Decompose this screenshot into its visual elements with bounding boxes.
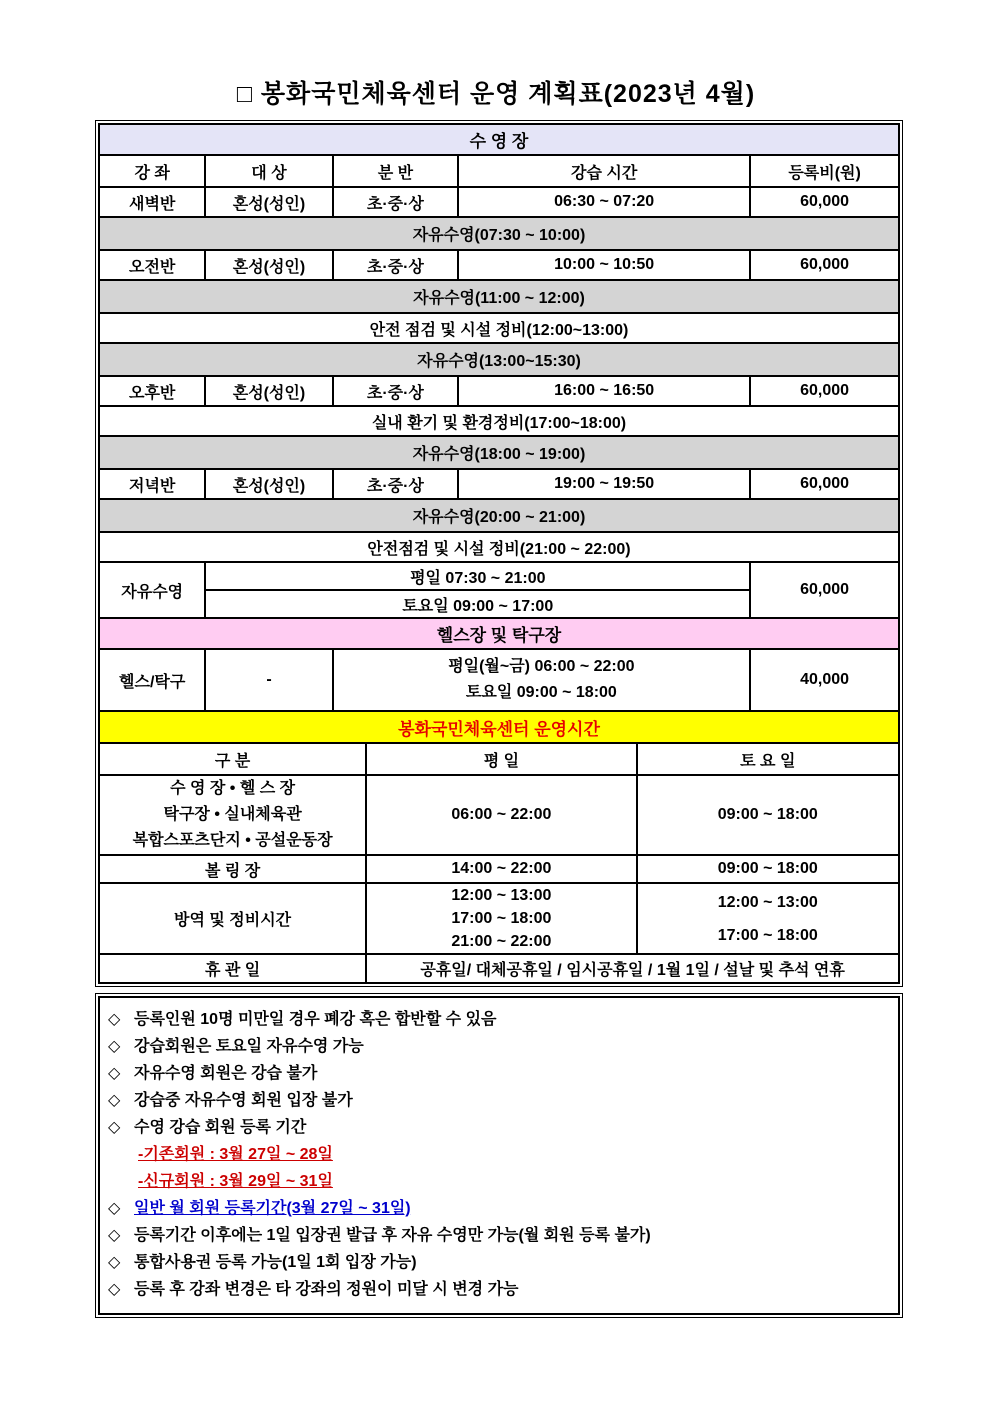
pool-col-fee: 등록비(원) — [750, 155, 899, 187]
free-swim-saturday-hours: 토요일 09:00 ~ 17:00 — [205, 590, 750, 618]
free-swim-band-row — [99, 436, 899, 469]
pool-section-header: 수 영 장 — [99, 124, 899, 155]
pool-schedule-table — [98, 123, 900, 744]
class-fee: 60,000 — [750, 250, 899, 280]
hours-col-category: 구 분 — [99, 743, 366, 775]
note-item — [108, 1249, 892, 1276]
note-item — [108, 1060, 892, 1087]
maintenance-band-row — [99, 313, 899, 343]
maintenance-weekday-hours — [366, 883, 636, 954]
facilities-name-line: 복합스포츠단지 • 공설운동장 — [132, 832, 333, 849]
class-fee: 60,000 — [750, 469, 899, 499]
note-item-existing-members — [108, 1141, 892, 1168]
facilities-name-line: 탁구장 • 실내체육관 — [163, 806, 302, 823]
operating-hours-table — [98, 742, 900, 984]
facilities-saturday-hours: 09:00 ~ 18:00 — [637, 775, 899, 855]
class-course: 저녁반 — [99, 469, 205, 499]
hours-section-header: 봉화국민체육센터 운영시간 — [99, 711, 899, 743]
diamond-icon: ◇ — [108, 1038, 121, 1055]
free-swim-band-row — [99, 499, 899, 532]
note-item — [108, 1033, 892, 1060]
hours-header-row — [99, 743, 899, 775]
pool-col-target: 대 상 — [205, 155, 332, 187]
hours-col-saturday: 토 요 일 — [637, 743, 899, 775]
class-level: 초·중·상 — [333, 250, 459, 280]
note-text: 강습중 자유수영 회원 입장 불가 — [134, 1092, 353, 1109]
note-item — [108, 1114, 892, 1141]
gym-saturday-hours: 토요일 09:00 ~ 18:00 — [465, 684, 617, 701]
class-time: 16:00 ~ 16:50 — [458, 376, 750, 406]
note-item — [108, 1087, 892, 1114]
maintenance-name: 방역 및 정비시간 — [99, 883, 366, 954]
facilities-name — [99, 775, 366, 855]
pool-col-course: 강 좌 — [99, 155, 205, 187]
diamond-icon: ◇ — [108, 1227, 121, 1244]
closed-days-value: 공휴일/ 대체공휴일 / 임시공휴일 / 1월 1일 / 설날 및 추석 연휴 — [366, 954, 899, 983]
pool-class-row-dawn — [99, 187, 899, 217]
note-text: 등록 후 강좌 변경은 타 강좌의 정원이 미달 시 변경 가능 — [134, 1281, 519, 1298]
class-time: 06:30 ~ 07:20 — [458, 187, 750, 217]
class-target: 혼성(성인) — [205, 250, 332, 280]
maintenance-band: 안전점검 및 시설 정비(21:00 ~ 22:00) — [99, 532, 899, 562]
note-text-blue: 일반 월 회원 등록기간(3월 27일 ~ 31일) — [134, 1200, 411, 1217]
note-text: 등록인원 10명 미만일 경우 폐강 혹은 합반할 수 있음 — [134, 1011, 497, 1028]
class-fee: 60,000 — [750, 187, 899, 217]
note-item-new-members — [108, 1168, 892, 1195]
pool-section-row — [99, 124, 899, 155]
closed-days-row — [99, 954, 899, 983]
pool-class-row-morning — [99, 250, 899, 280]
class-time: 19:00 ~ 19:50 — [458, 469, 750, 499]
class-level: 초·중·상 — [333, 376, 459, 406]
maintenance-band: 실내 환기 및 환경정비(17:00~18:00) — [99, 406, 899, 436]
pool-col-time: 강습 시간 — [458, 155, 750, 187]
class-fee: 60,000 — [750, 376, 899, 406]
diamond-icon: ◇ — [108, 1092, 121, 1109]
bowling-row — [99, 855, 899, 883]
free-swim-band-row — [99, 217, 899, 250]
free-swim-band: 자유수영(20:00 ~ 21:00) — [99, 499, 899, 532]
free-swim-band: 자유수영(11:00 ~ 12:00) — [99, 280, 899, 313]
maintenance-hours-row — [99, 883, 899, 954]
note-text: 강습회원은 토요일 자유수영 가능 — [134, 1038, 364, 1055]
bowling-name: 볼 링 장 — [99, 855, 366, 883]
class-target: 혼성(성인) — [205, 376, 332, 406]
hours-section-row — [99, 711, 899, 743]
note-text: 등록기간 이후에는 1일 입장권 발급 후 자유 수영만 가능(월 회원 등록 불가) — [134, 1227, 651, 1244]
maintenance-saturday-hours — [637, 883, 899, 954]
document-body — [95, 120, 903, 1318]
diamond-icon: ◇ — [108, 1200, 121, 1217]
pool-class-row-afternoon — [99, 376, 899, 406]
class-target: 혼성(성인) — [205, 187, 332, 217]
class-level: 초·중·상 — [333, 187, 459, 217]
maintenance-saturday-line: 17:00 ~ 18:00 — [717, 926, 818, 944]
class-level: 초·중·상 — [333, 469, 459, 499]
pool-col-level: 분 반 — [333, 155, 459, 187]
note-text-red: -기존회원 : 3월 27일 ~ 28일 — [138, 1146, 333, 1163]
class-course: 오전반 — [99, 250, 205, 280]
maintenance-weekday-line: 12:00 ~ 13:00 — [451, 887, 552, 904]
free-swim-hours-row-weekday — [99, 562, 899, 590]
maintenance-weekday-line: 21:00 ~ 22:00 — [451, 933, 552, 950]
pool-class-row-evening — [99, 469, 899, 499]
diamond-icon: ◇ — [108, 1254, 121, 1271]
gym-section-header: 헬스장 및 탁구장 — [99, 618, 899, 649]
note-item — [108, 1006, 892, 1033]
maintenance-band-row — [99, 406, 899, 436]
gym-target: - — [205, 649, 332, 711]
class-course: 새벽반 — [99, 187, 205, 217]
maintenance-saturday-line: 12:00 ~ 13:00 — [717, 893, 818, 911]
maintenance-band-row — [99, 532, 899, 562]
note-text-red: -신규회원 : 3월 29일 ~ 31일 — [138, 1173, 333, 1190]
gym-section-row — [99, 618, 899, 649]
free-swim-band: 자유수영(18:00 ~ 19:00) — [99, 436, 899, 469]
facilities-row — [99, 775, 899, 855]
gym-hours — [333, 649, 751, 711]
class-course: 오후반 — [99, 376, 205, 406]
free-swim-band: 자유수영(07:30 ~ 10:00) — [99, 217, 899, 250]
class-time: 10:00 ~ 10:50 — [458, 250, 750, 280]
bowling-weekday-hours: 14:00 ~ 22:00 — [366, 855, 636, 883]
diamond-icon: ◇ — [108, 1065, 121, 1082]
page-title: □ 봉화국민체육센터 운영 계획표(2023년 4월) — [236, 80, 756, 108]
gym-row — [99, 649, 899, 711]
free-swim-weekday-hours: 평일 07:30 ~ 21:00 — [205, 562, 750, 590]
pool-header-row — [99, 155, 899, 187]
free-swim-label: 자유수영 — [99, 562, 205, 618]
notes-list — [98, 996, 900, 1315]
facilities-name-line: 수 영 장 • 헬 스 장 — [170, 780, 296, 797]
note-text: 통합사용권 등록 가능(1일 1회 입장 가능) — [134, 1254, 417, 1271]
hours-col-weekday: 평 일 — [366, 743, 636, 775]
facilities-weekday-hours: 06:00 ~ 22:00 — [366, 775, 636, 855]
note-text: 자유수영 회원은 강습 불가 — [134, 1065, 318, 1082]
class-target: 혼성(성인) — [205, 469, 332, 499]
free-swim-band-row — [99, 343, 899, 376]
gym-fee: 40,000 — [750, 649, 899, 711]
note-text: 수영 강습 회원 등록 기간 — [134, 1119, 307, 1136]
diamond-icon: ◇ — [108, 1011, 121, 1028]
closed-days-label: 휴 관 일 — [99, 954, 366, 983]
bowling-saturday-hours: 09:00 ~ 18:00 — [637, 855, 899, 883]
free-swim-fee: 60,000 — [750, 562, 899, 618]
diamond-icon: ◇ — [108, 1281, 121, 1298]
maintenance-weekday-line: 17:00 ~ 18:00 — [451, 910, 552, 927]
gym-weekday-hours: 평일(월~금) 06:00 ~ 22:00 — [448, 658, 635, 675]
free-swim-band-row — [99, 280, 899, 313]
maintenance-band: 안전 점검 및 시설 정비(12:00~13:00) — [99, 313, 899, 343]
gym-course: 헬스/탁구 — [99, 649, 205, 711]
note-item — [108, 1276, 892, 1303]
note-item — [108, 1222, 892, 1249]
diamond-icon: ◇ — [108, 1119, 121, 1136]
free-swim-band: 자유수영(13:00~15:30) — [99, 343, 899, 376]
schedule-table-box — [95, 120, 903, 987]
notes-box — [95, 993, 903, 1318]
note-item-monthly-members — [108, 1195, 892, 1222]
